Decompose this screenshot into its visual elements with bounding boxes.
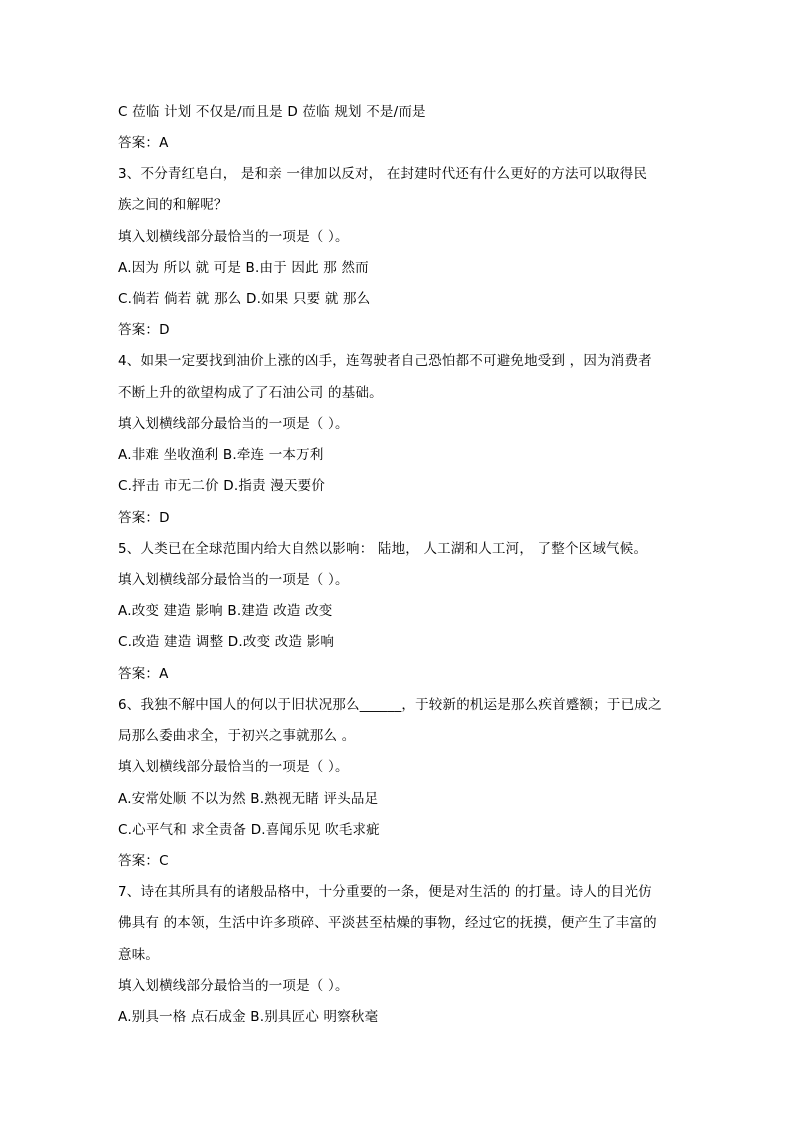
option-line: A.别具一格 点石成金 B.别具匠心 明察秋毫 xyxy=(118,1009,379,1025)
option-line: C.心平气和 求全责备 D.喜闻乐见 吹毛求疵 xyxy=(118,822,380,838)
option-line: A.因为 所以 就 可是 B.由于 因此 那 然而 xyxy=(118,260,369,276)
instruction-line: 填入划横线部分最恰当的一项是（ ）。 xyxy=(118,229,349,245)
answer-line: 答案：A xyxy=(118,135,169,151)
text-line: C 莅临 计划 不仅是/而且是 D 莅临 规划 不是/而是 xyxy=(118,104,426,120)
question-3-text-cont: 族之间的和解呢？ xyxy=(118,197,228,213)
question-5-text: 5、人类已在全球范围内给大自然以影响： 陆地， 人工湖和人工河， 了整个区域气候。 xyxy=(118,541,648,557)
option-line: A.非难 坐收渔利 B.牵连 一本万利 xyxy=(118,447,324,463)
option-line: A.改变 建造 影响 B.建造 改造 改变 xyxy=(118,603,333,619)
instruction-line: 填入划横线部分最恰当的一项是（ ）。 xyxy=(118,416,349,432)
question-7-text-cont: 意味。 xyxy=(118,947,160,963)
answer-line: 答案：D xyxy=(118,510,170,526)
option-line: C.改造 建造 调整 D.改变 改造 影响 xyxy=(118,634,335,650)
answer-line: 答案：D xyxy=(118,322,170,338)
instruction-line: 填入划横线部分最恰当的一项是（ ）。 xyxy=(118,759,349,775)
instruction-line: 填入划横线部分最恰当的一项是（ ）。 xyxy=(118,572,349,588)
question-7-text: 7、诗在其所具有的诸般品格中，十分重要的一条，便是对生活的 的打量。诗人的目光仿 xyxy=(118,884,652,900)
option-line: A.安常处顺 不以为然 B.熟视无睹 评头品足 xyxy=(118,791,379,807)
answer-line: 答案：A xyxy=(118,666,169,682)
question-7-text-cont: 佛具有 的本领，生活中许多琐碎、平淡甚至枯燥的事物，经过它的抚摸，便产生了丰富的 xyxy=(118,915,657,931)
question-4-text: 4、如果一定要找到油价上涨的凶手，连驾驶者自己恐怕都不可避免地受到 ，因为消费者 xyxy=(118,353,652,369)
option-line: C.抨击 市无二价 D.指责 漫天要价 xyxy=(118,478,326,494)
option-line: C.倘若 倘若 就 那么 D.如果 只要 就 那么 xyxy=(118,291,371,307)
question-6-text-cont: 局那么委曲求全，于初兴之事就那么 。 xyxy=(118,728,356,744)
question-6-text: 6、我独不解中国人的何以于旧状况那么______，于较新的机运是那么疾首蹙额；于已成之 xyxy=(118,697,662,713)
instruction-line: 填入划横线部分最恰当的一项是（ ）。 xyxy=(118,978,349,994)
answer-line: 答案：C xyxy=(118,853,169,869)
question-4-text-cont: 不断上升的欲望构成了了石油公司 的基础。 xyxy=(118,385,383,401)
question-3-text: 3、不分青红皂白， 是和亲 一律加以反对， 在封建时代还有什么更好的方法可以取得民 xyxy=(118,166,648,182)
